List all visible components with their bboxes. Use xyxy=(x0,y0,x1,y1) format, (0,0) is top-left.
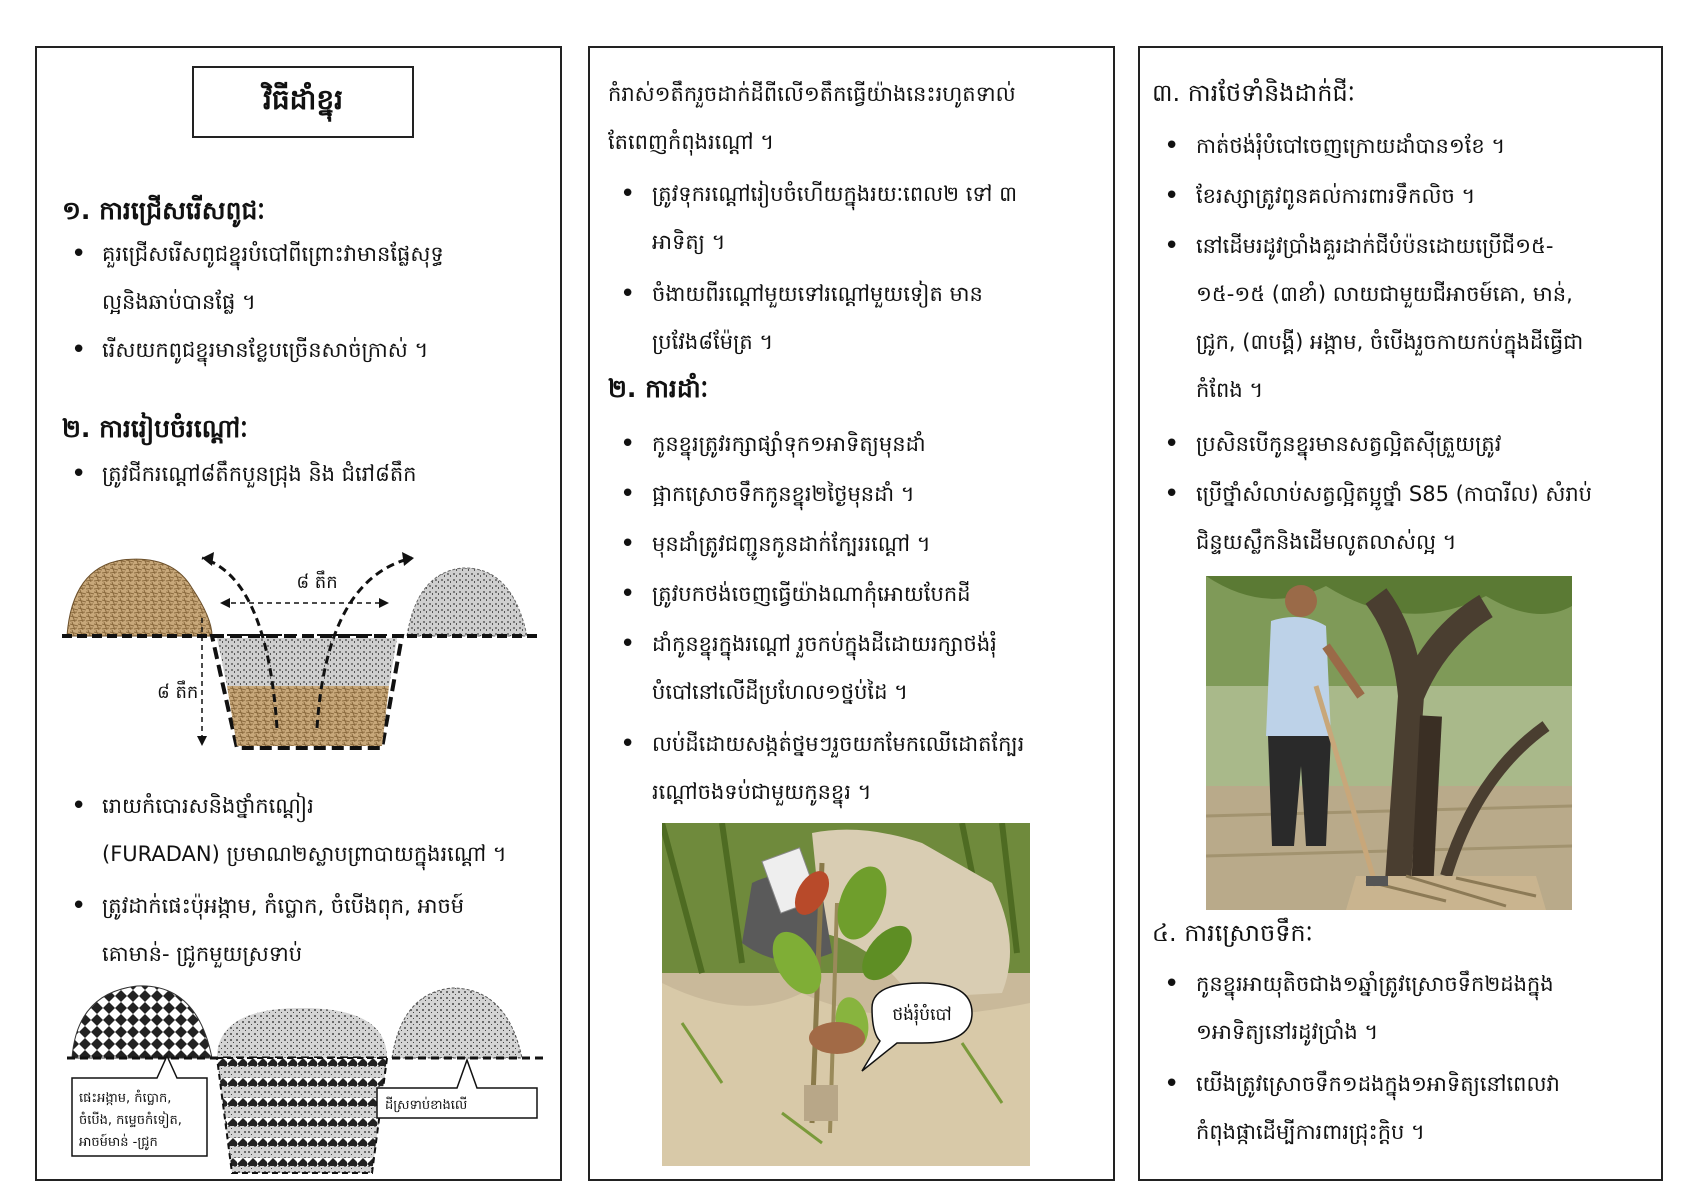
p2-bullet3: កូនខ្នុរត្រូវរក្សាផ្សាំទុក១អាទិត្យមុនដាំ xyxy=(652,432,926,456)
brochure-title xyxy=(192,66,414,138)
p2-bullet4: ផ្អាកស្រោចទឹកកូនខ្នុរ២ថ្ងៃមុនដាំ ។ xyxy=(652,482,915,506)
bullet: • xyxy=(1164,1069,1180,1099)
bullet: • xyxy=(620,579,636,609)
pit-width-label: ៨ តឹក xyxy=(296,572,338,593)
p2-bullet8-line2: រណ្តៅចងទប់ជាមួយកូនខ្នុរ ។ xyxy=(652,780,872,804)
p3-bullet6-line2: ១អាទិត្យនៅរដូវប្រាំង ។ xyxy=(1196,1020,1379,1044)
bullet: • xyxy=(71,791,87,821)
s1-bullet1-line2: ល្អនិងឆាប់បានផ្លែ ។ xyxy=(102,290,256,314)
p2-bullet5: មុនដាំត្រូវជញ្ជូនកូនដាក់ក្បែររណ្តៅ ។ xyxy=(652,532,931,556)
bullet: • xyxy=(620,429,636,459)
right-callout: ដីស្រទាប់ខាងលើ xyxy=(385,1098,468,1113)
p3-bullet5-line2: ជិន្ទយស្លឹកនិងដើមលូតលាស់ល្អ ។ xyxy=(1196,530,1457,554)
bullet: • xyxy=(1164,969,1180,999)
watering-heading: ៤. ការស្រោចទឹកៈ xyxy=(1152,919,1313,947)
panel-left xyxy=(35,46,562,1181)
p2-bullet2-line2: ប្រវែង៨ម៉ែត្រ ។ xyxy=(652,330,774,354)
p2-bullet7-line1: ដាំកូនខ្នុរក្នុងរណ្តៅ រួចកប់ក្នុងដីដោយរក្សាថង់រុំ xyxy=(652,632,997,656)
bullet: • xyxy=(1164,429,1180,459)
planting-heading: ២. ការដាំៈ xyxy=(608,374,709,403)
p3-bullet2: ខែរស្សាត្រូវពូនគល់ការពារទឹកលិច ។ xyxy=(1196,184,1476,208)
p3-bullet3-line3: ជ្រូក, (៣បង្គី) អង្កាម, ចំបើងរួចកាយកប់ក្នុងដីធ្វើជា xyxy=(1196,330,1584,354)
p3-bullet7-line1: យើងត្រូវស្រោចទឹក១ដងក្នុង១អាទិត្យនៅពេលវា xyxy=(1196,1072,1560,1096)
p2-bullet7-line2: បំបៅនៅលើដីប្រហែល១ថ្នប់ដៃ ។ xyxy=(652,680,908,704)
seedling-bag-callout: ថង់រុំបំបៅ xyxy=(892,1005,952,1025)
p2-bullet2-line1: ចំងាយពីរណ្តៅមួយទៅរណ្តៅមួយទៀត មាន xyxy=(652,282,983,306)
bullet: • xyxy=(620,529,636,559)
s2-bullet1: ត្រូវជីករណ្តៅ៨តឹកបួនជ្រុង និង ជំរៅ៨តឹក xyxy=(102,462,417,486)
pit-depth-label: ៨ តឹក xyxy=(157,682,199,703)
p2-bullet1-line1: ត្រូវទុករណ្តៅរៀបចំហើយក្នុងរយៈពេល២ ទៅ ៣ xyxy=(652,182,1018,206)
left-callout-line2: ចំបើង, កម្ទេចកំទៀត, xyxy=(79,1113,182,1128)
left-callout-line1: ផេះអង្កាម, កំប្លោក, xyxy=(79,1091,172,1106)
s2-bullet2-line2: (FURADAN) ប្រមាណ២ស្លាបព្រាបាយក្នុងរណ្តៅ ។ xyxy=(102,842,507,866)
layered-pit-diagram xyxy=(67,978,547,1178)
s1-bullet2: រើសយកពូជខ្នុរមានខ្លែបច្រើនសាច់ក្រាស់ ។ xyxy=(102,338,429,362)
s2-bullet3-line2: គោមាន់- ជ្រូកមួយស្រទាប់ xyxy=(102,942,303,966)
bullet: • xyxy=(71,239,87,269)
bullet: • xyxy=(620,629,636,659)
p2-intro-line2: តែពេញកំពុងរណ្តៅ ។ xyxy=(608,130,775,154)
bullet: • xyxy=(620,729,636,759)
bullet: • xyxy=(1164,479,1180,509)
title-text: វិធីដាំខ្នុរ xyxy=(263,82,343,116)
tree-care-photo xyxy=(1206,576,1572,910)
bullet: • xyxy=(1164,181,1180,211)
p3-bullet6-line1: កូនខ្នុរអាយុតិចជាង១ឆ្នាំត្រូវស្រោចទឹក២ដងក្នុង xyxy=(1196,972,1554,996)
p3-bullet7-line2: កំពុងផ្កាដើម្បីការពារជ្រុះក្តិប ។ xyxy=(1196,1120,1425,1144)
bullet: • xyxy=(71,335,87,365)
left-callout-line3: អាចម៍មាន់ -ជ្រូក xyxy=(79,1135,158,1150)
section2-heading: ២. ការរៀបចំរណ្តៅៈ xyxy=(62,414,248,443)
p2-bullet8-line1: លប់ដីដោយសង្កត់ថ្នមៗរួចយកមែកឈើដោតក្បែរ xyxy=(652,732,1025,756)
p3-bullet4: ប្រសិនបើកូនខ្នុរមានសត្វល្អិតស៊ីត្រួយត្រូវ xyxy=(1196,432,1502,456)
s2-bullet2-line1: រោយកំបោរសនិងថ្នាំកណ្តៀរ xyxy=(102,794,314,818)
p3-bullet5-line1: ប្រើថ្នាំសំលាប់សត្វល្អិតប្អូថ្នាំ S85 (កាបារីល) សំរាប់ xyxy=(1196,482,1592,506)
p2-bullet1-line2: អាទិត្យ ។ xyxy=(652,230,726,254)
p3-bullet1: កាត់ថង់រុំបំបៅចេញក្រោយដាំបាន១ខែ ។ xyxy=(1196,134,1506,158)
p3-bullet3-line4: កំពែង ។ xyxy=(1196,378,1264,402)
bullet: • xyxy=(71,891,87,921)
panel-right xyxy=(1138,46,1663,1181)
bullet: • xyxy=(620,179,636,209)
planting-photo xyxy=(662,823,1030,1166)
s2-bullet3-line1: ត្រូវដាក់ផេះប៉ុអង្កាម, កំប្លោក, ចំបើងពុក, អាចម៍ xyxy=(102,894,465,918)
bullet: • xyxy=(71,459,87,489)
bullet: • xyxy=(1164,131,1180,161)
bullet: • xyxy=(620,279,636,309)
p2-bullet6: ត្រូវបកថង់ចេញធ្វើយ៉ាងណាកុំអោយបែកដី xyxy=(652,582,971,606)
s1-bullet1-line1: គួរជ្រើសរើសពូជខ្នុរបំបៅពីព្រោះវាមានផ្លែសុទ្ធ xyxy=(102,242,444,266)
bullet: • xyxy=(620,479,636,509)
p2-intro-line1: កំរាស់១តឹករួចដាក់ដីពីលើ១តឹកធ្វើយ៉ាងនេះរហូតទាល់ xyxy=(608,82,1016,106)
panel-middle xyxy=(588,46,1115,1181)
care-heading: ៣. ការថែទាំនិងដាក់ជីៈ xyxy=(1152,79,1356,107)
p3-bullet3-line2: ១៥-១៥ (៣ខាំ) លាយជាមួយជីអាចម៍គោ, មាន់, xyxy=(1196,282,1573,306)
section1-heading: ១. ការជ្រើសរើសពូជៈ xyxy=(62,196,265,225)
bullet: • xyxy=(1164,231,1180,261)
p3-bullet3-line1: នៅដើមរដូវប្រាំងគួរដាក់ជីបំប៉នដោយប្រើជី១៥- xyxy=(1196,234,1554,258)
pit-digging-diagram xyxy=(62,518,542,758)
